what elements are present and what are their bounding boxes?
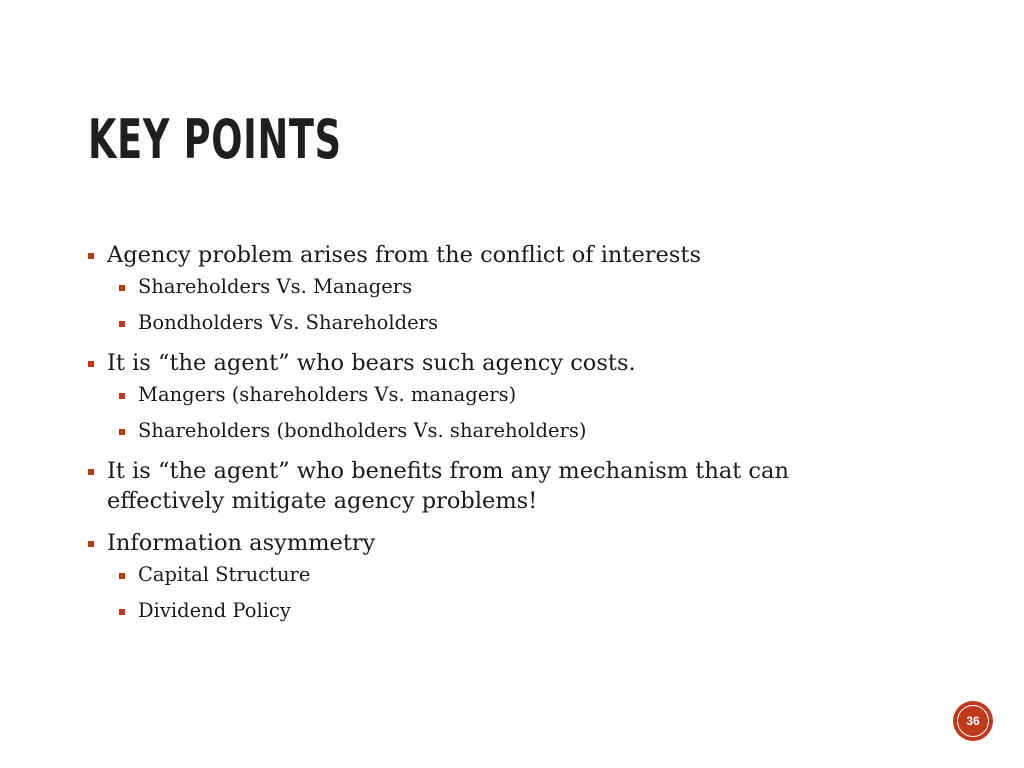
page-number-badge bbox=[953, 701, 993, 741]
square-bullet-icon bbox=[88, 541, 94, 547]
bullet-item bbox=[87, 348, 907, 378]
bullet-text: It is “the agent” who benefits from any mechanism that can effectively mitigate agency problems! bbox=[107, 458, 789, 514]
square-bullet-icon bbox=[119, 321, 125, 327]
sub-bullet-text: Shareholders (bondholders Vs. shareholders) bbox=[138, 419, 587, 442]
sub-bullet-item bbox=[87, 382, 907, 408]
bullet-text: Information asymmetry bbox=[107, 530, 376, 556]
bullet-text: It is “the agent” who bears such agency costs. bbox=[107, 350, 636, 376]
page-number: 36 bbox=[957, 705, 989, 737]
sub-bullet-item bbox=[87, 274, 907, 300]
bullet-item bbox=[87, 456, 907, 516]
square-bullet-icon bbox=[119, 393, 125, 399]
sub-bullet-text: Shareholders Vs. Managers bbox=[138, 275, 413, 298]
square-bullet-icon bbox=[88, 253, 94, 259]
sub-bullet-text: Capital Structure bbox=[138, 563, 311, 586]
sub-bullet-text: Dividend Policy bbox=[138, 599, 291, 622]
sub-bullet-text: Mangers (shareholders Vs. managers) bbox=[138, 383, 517, 406]
sub-bullet-item bbox=[87, 598, 907, 624]
square-bullet-icon bbox=[88, 361, 94, 367]
bullet-text: Agency problem arises from the conflict of interests bbox=[107, 242, 701, 268]
slide-title: KEY POINTS bbox=[88, 108, 342, 171]
square-bullet-icon bbox=[119, 609, 125, 615]
sub-bullet-item bbox=[87, 418, 907, 444]
square-bullet-icon bbox=[119, 573, 125, 579]
bullet-list bbox=[87, 240, 907, 624]
square-bullet-icon bbox=[88, 469, 94, 475]
sub-bullet-item bbox=[87, 562, 907, 588]
square-bullet-icon bbox=[119, 429, 125, 435]
bullet-item bbox=[87, 240, 907, 270]
sub-bullet-item bbox=[87, 310, 907, 336]
sub-bullet-text: Bondholders Vs. Shareholders bbox=[138, 311, 438, 334]
bullet-item bbox=[87, 528, 907, 558]
square-bullet-icon bbox=[119, 285, 125, 291]
